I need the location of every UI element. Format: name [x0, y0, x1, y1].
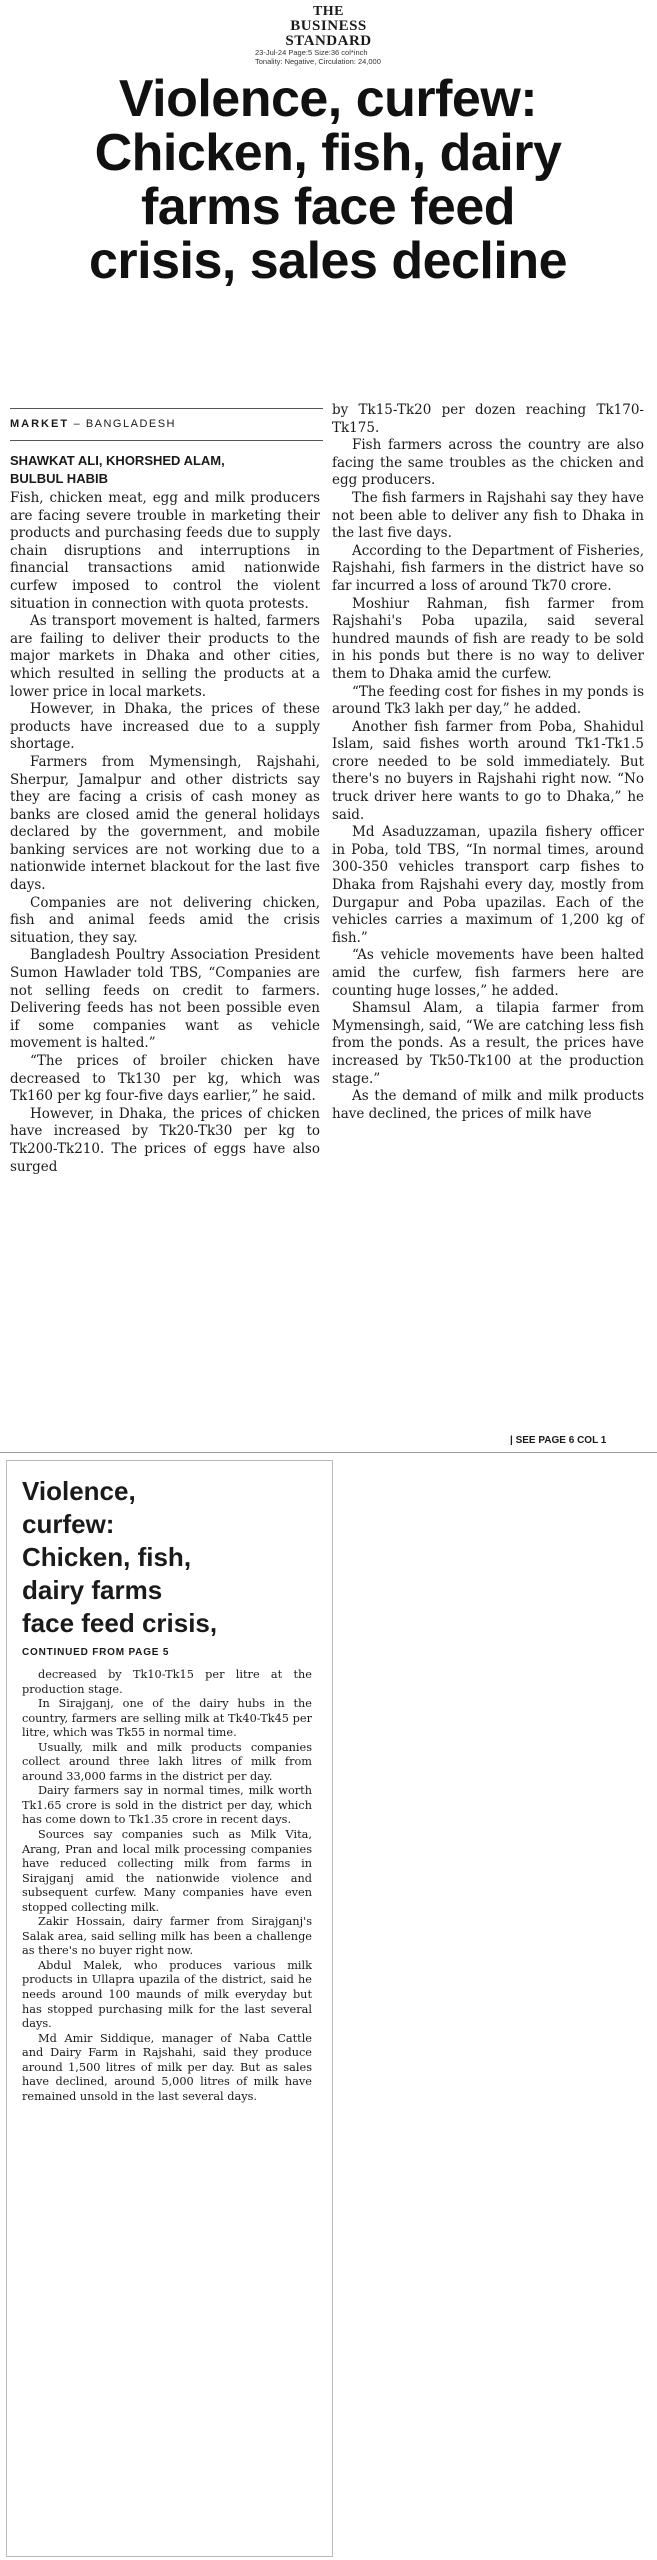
meta-line: 23-Jul-24 Page:5 Size:36 col*inch — [255, 48, 368, 57]
paragraph: Fish, chicken meat, egg and milk producers are facing severe trouble in marketing their products and purchasing feeds due to supply chain disruptions and interruptions in financial transactions amid nationwide curfew imposed to control the violent situation in connection with quota protests. — [10, 490, 320, 612]
paragraph: Md Asaduzzaman, upazila fishery officer in Poba, told TBS, “In normal times, around 300-350 vehicles transport carp fishes to Dhaka from Rajshahi every day, mostly from Durgapur and Poba upazilas. Each of the vehicles carries a maximum of 1,200 kg of fish.” — [332, 824, 644, 946]
section-rule-top — [10, 408, 323, 409]
paragraph: Bangladesh Poultry Association President Sumon Hawlader told TBS, “Companies are not selling feeds on credit to farmers. Delivering feeds has not been possible even if some companies want as vehicle movement is halted.” — [10, 947, 320, 1052]
byline-line: BULBUL HABIB — [10, 471, 108, 486]
headline-line: farms face feed — [140, 178, 516, 236]
masthead — [0, 4, 657, 49]
cont-headline-line: face feed crisis, — [22, 1608, 218, 1638]
byline-line: SHAWKAT ALI, KHORSHED ALAM, — [10, 453, 225, 468]
section-rule-bottom — [10, 440, 323, 441]
paragraph: Zakir Hossain, dairy farmer from Sirajganj's Salak area, said selling milk has been a challenge as there's no buyer right now. — [22, 1915, 312, 1958]
paragraph: However, in Dhaka, the prices of chicken have increased by Tk20-Tk30 per kg to Tk200-Tk210. The prices of eggs have also surged — [10, 1105, 320, 1175]
logo-line: THE — [312, 4, 345, 19]
paragraph: Another fish farmer from Poba, Shahidul Islam, said fishes worth around Tk1-Tk1.5 crore needed to be sold immediately. But there's no buyers in Rajshahi right now. “No truck driver here wants to go to Dhaka,” he said. — [332, 718, 644, 823]
byline — [10, 452, 320, 488]
section-name: MARKET — [10, 418, 70, 430]
continued-from-label: CONTINUED FROM PAGE 5 — [22, 1647, 170, 1658]
cont-headline-line: dairy farms — [22, 1575, 163, 1605]
page-separator — [0, 1452, 657, 1453]
paragraph: “As vehicle movements have been halted amid the curfew, fish farmers here are counting huge losses,” he added. — [332, 947, 644, 999]
headline-line: Chicken, fish, dairy — [94, 124, 562, 182]
paragraph: “The feeding cost for fishes in my ponds is around Tk3 lakh per day,” he added. — [332, 683, 644, 718]
logo-line: BUSINESS — [290, 18, 367, 34]
headline — [8, 72, 648, 288]
paragraph: Dairy farmers say in normal times, milk worth Tk1.65 crore is sold in the district per day, which has come down to Tk1.35 crore in recent days. — [22, 1784, 312, 1827]
jump-marker: | — [510, 1435, 516, 1446]
cont-headline-line: curfew: — [22, 1509, 115, 1539]
paragraph: Md Amir Siddique, manager of Naba Cattle and Dairy Farm in Rajshahi, said they produce around 1,500 litres of milk per day. But as sales have declined, around 5,000 litres of milk have remained unsold in the last several days. — [22, 2031, 312, 2103]
meta-line: Tonality: Negative, Circulation: 24,000 — [255, 57, 381, 66]
newspaper-logo — [0, 4, 657, 49]
headline-line: crisis, sales decline — [88, 232, 568, 290]
jump-line — [510, 1435, 606, 1446]
cont-headline-line: Violence, — [22, 1476, 136, 1506]
paragraph: “The prices of broiler chicken have decreased to Tk130 per kg, which was Tk160 per kg four-five days earlier,” he said. — [10, 1053, 320, 1105]
paragraph: According to the Department of Fisheries, Rajshahi, fish farmers in the district have so far incurred a loss of around Tk70 crore. — [332, 542, 644, 594]
paragraph: As transport movement is halted, farmers are failing to deliver their products to the major markets in Dhaka and other cities, which resulted in selling the products at a lower price in local markets. — [10, 613, 320, 700]
logo-line: STANDARD — [285, 33, 372, 49]
paragraph: Usually, milk and milk products companies collect around three lakh litres of milk from around 33,000 farms in the district per day. — [22, 1740, 312, 1783]
paragraph: Sources say companies such as Milk Vita, Arang, Pran and local milk processing companies have reduced collecting milk from farms in Sirajganj amid the nationwide violence and subsequent curfew. Many companies have even stopped collecting milk. — [22, 1828, 312, 1914]
jump-text: SEE PAGE 6 COL 1 — [515, 1435, 607, 1446]
paragraph: Moshiur Rahman, fish farmer from Rajshahi's Poba upazila, said several hundred maunds of fish are ready to be sold in his ponds but there is no way to deliver them to Dhaka amid the curfew. — [332, 595, 644, 682]
article-column-2 — [332, 402, 644, 1123]
continuation-column — [22, 1668, 312, 2104]
headline-line: Violence, curfew: — [118, 70, 538, 128]
paragraph: As the demand of milk and milk products have declined, the prices of milk have — [332, 1088, 644, 1122]
paragraph: The fish farmers in Rajshahi say they have not been able to deliver any fish to Dhaka in the last five days. — [332, 489, 644, 542]
section-label — [10, 418, 176, 430]
cont-headline-line: Chicken, fish, — [22, 1542, 192, 1572]
paragraph: Fish farmers across the country are also facing the same troubles as the chicken and egg producers. — [332, 437, 644, 489]
section-dash: – — [73, 418, 82, 430]
continuation-headline — [22, 1475, 322, 1640]
paragraph: Companies are not delivering chicken, fish and animal feeds amid the crisis situation, they say. — [10, 894, 320, 946]
clipping-meta — [255, 48, 381, 66]
paragraph: In Sirajganj, one of the dairy hubs in the country, farmers are selling milk at Tk40-Tk45 per litre, which was Tk55 in normal time. — [22, 1697, 312, 1740]
paragraph: Abdul Malek, who produces various milk products in Ullapra upazila of the district, said he needs around 100 maunds of milk everyday but has stopped purchasing milk for the last several days. — [22, 1958, 312, 2031]
section-region: BANGLADESH — [85, 418, 177, 430]
paragraph: Shamsul Alam, a tilapia farmer from Mymensingh, said, “We are catching less fish from the ponds. As a result, the prices have increased by Tk50-Tk100 at the production stage.” — [332, 1000, 644, 1087]
paragraph: decreased by Tk10-Tk15 per litre at the production stage. — [22, 1668, 312, 1696]
paragraph: by Tk15-Tk20 per dozen reaching Tk170-Tk175. — [332, 402, 644, 436]
article-column-1 — [10, 490, 320, 1176]
paragraph: However, in Dhaka, the prices of these products have increased due to a supply shortage. — [10, 701, 320, 753]
paragraph: Farmers from Mymensingh, Rajshahi, Sherpur, Jamalpur and other districts say they are facing a crisis of cash money as banks are closed amid the general holidays declared by the government, and mobile banking services are not working due to a nationwide internet blackout for the last five days. — [10, 753, 320, 894]
